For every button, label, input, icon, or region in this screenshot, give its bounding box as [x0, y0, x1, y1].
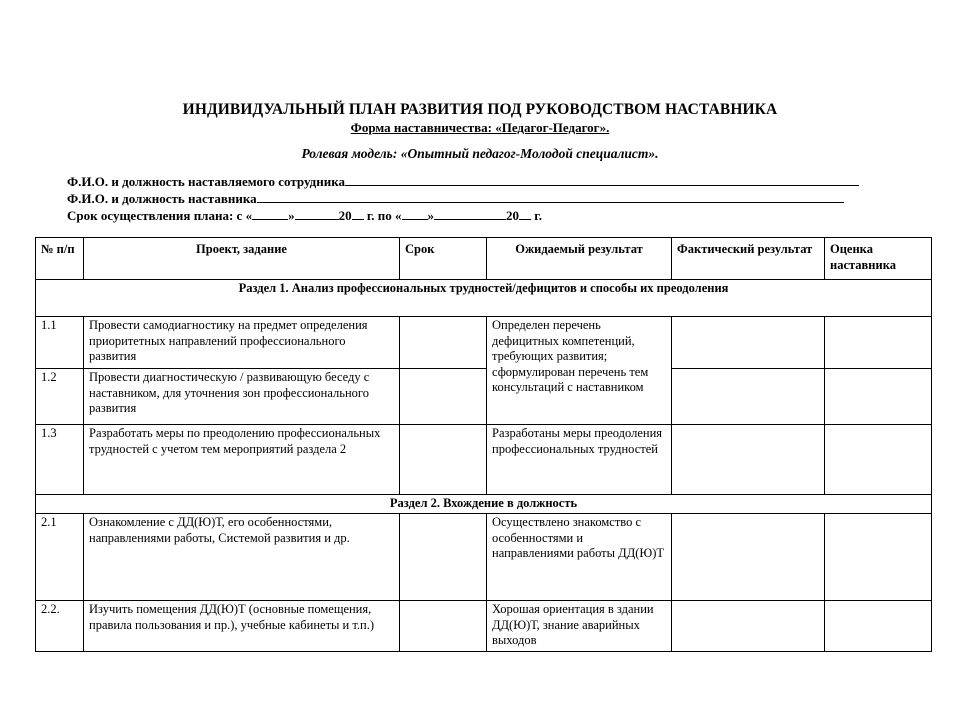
term-to: г. по «	[363, 208, 402, 223]
table-header-row	[36, 238, 932, 280]
document-title: ИНДИВИДУАЛЬНЫЙ ПЛАН РАЗВИТИЯ ПОД РУКОВОДСТВОМ НАСТАВНИКА	[182, 101, 778, 118]
table-row	[36, 425, 932, 495]
col-task-header: Проект, задание	[84, 238, 400, 280]
row-rating[interactable]	[825, 369, 932, 425]
term-quote: »	[427, 208, 435, 223]
section-2-title: Раздел 2. Вхождение в должность	[36, 495, 932, 514]
row-actual[interactable]	[672, 601, 825, 652]
row-deadline[interactable]	[400, 317, 487, 369]
row-expected: Осуществлено знакомство с особенностями и направлениями работы ДД(Ю)Т	[487, 514, 672, 601]
table-row	[36, 369, 932, 425]
term-end-day[interactable]	[402, 208, 428, 220]
mentee-blank[interactable]	[345, 174, 859, 186]
row-num: 1.3	[36, 425, 84, 495]
section-1-title: Раздел 1. Анализ профессиональных трудностей/дефицитов и способы их преодоления	[36, 280, 932, 317]
row-num: 2.1	[36, 514, 84, 601]
row-task: Провести самодиагностику на предмет определения приоритетных направлений профессионального развития	[84, 317, 400, 369]
col-deadline-header: Срок	[400, 238, 487, 280]
row-task: Провести диагностическую / развивающую беседу с наставником, для уточнения зон профессионального развития	[84, 369, 400, 425]
row-expected: Разработаны меры преодоления профессиональных трудностей	[487, 425, 672, 495]
term-label: Срок осуществления плана: с «	[67, 208, 253, 223]
term-start-day[interactable]	[252, 208, 288, 220]
role-model: Ролевая модель: «Опытный педагог-Молодой специалист».	[301, 146, 659, 161]
row-num: 1.2	[36, 369, 84, 425]
row-deadline[interactable]	[400, 369, 487, 425]
mentor-field	[67, 191, 844, 207]
term-start-year[interactable]	[352, 208, 364, 220]
row-task: Изучить помещения ДД(Ю)Т (основные помещения, правила пользования и пр.), учебные кабинеты и т.п.)	[84, 601, 400, 652]
row-deadline[interactable]	[400, 601, 487, 652]
row-rating[interactable]	[825, 317, 932, 369]
table-row	[36, 514, 932, 601]
development-plan-table	[35, 237, 932, 652]
term-quote: »	[288, 208, 295, 223]
term-end-year[interactable]	[519, 208, 531, 220]
col-expected-header: Ожидаемый результат	[487, 238, 672, 280]
row-deadline[interactable]	[400, 425, 487, 495]
mentor-label: Ф.И.О. и должность наставника	[67, 191, 257, 206]
col-num-header: № п/п	[36, 238, 84, 280]
row-num: 2.2.	[36, 601, 84, 652]
row-rating[interactable]	[825, 425, 932, 495]
section-row	[36, 495, 932, 514]
term-start-month[interactable]	[295, 208, 339, 220]
mentee-field	[67, 174, 859, 190]
row-rating[interactable]	[825, 601, 932, 652]
row-actual[interactable]	[672, 514, 825, 601]
term-year-suffix: г.	[531, 208, 542, 223]
row-deadline[interactable]	[400, 514, 487, 601]
row-num: 1.1	[36, 317, 84, 369]
term-field	[67, 208, 542, 224]
row-task: Разработать меры по преодолению профессиональных трудностей с учетом тем мероприятий раздела 2	[84, 425, 400, 495]
row-expected: Хорошая ориентация в здании ДД(Ю)Т, знание аварийных выходов	[487, 601, 672, 652]
row-task: Ознакомление с ДД(Ю)Т, его особенностями, направлениями работы, Системой развития и др.	[84, 514, 400, 601]
col-actual-header: Фактический результат	[672, 238, 825, 280]
row-actual[interactable]	[672, 369, 825, 425]
term-year-prefix: 20	[506, 208, 520, 223]
section-row	[36, 280, 932, 317]
term-year-prefix: 20	[338, 208, 352, 223]
col-rating-header: Оценка наставника	[825, 238, 932, 280]
table-row	[36, 601, 932, 652]
row-rating[interactable]	[825, 514, 932, 601]
mentee-label: Ф.И.О. и должность наставляемого сотрудника	[67, 174, 346, 189]
term-end-month[interactable]	[434, 208, 506, 220]
mentor-blank[interactable]	[257, 191, 844, 203]
row-expected: Определен перечень дефицитных компетенций, требующих развития; сформулирован перечень тем консультаций с наставником	[487, 317, 672, 425]
table-row	[36, 317, 932, 369]
mentoring-form: Форма наставничества: «Педагог-Педагог».	[350, 120, 610, 135]
row-actual[interactable]	[672, 425, 825, 495]
row-actual[interactable]	[672, 317, 825, 369]
